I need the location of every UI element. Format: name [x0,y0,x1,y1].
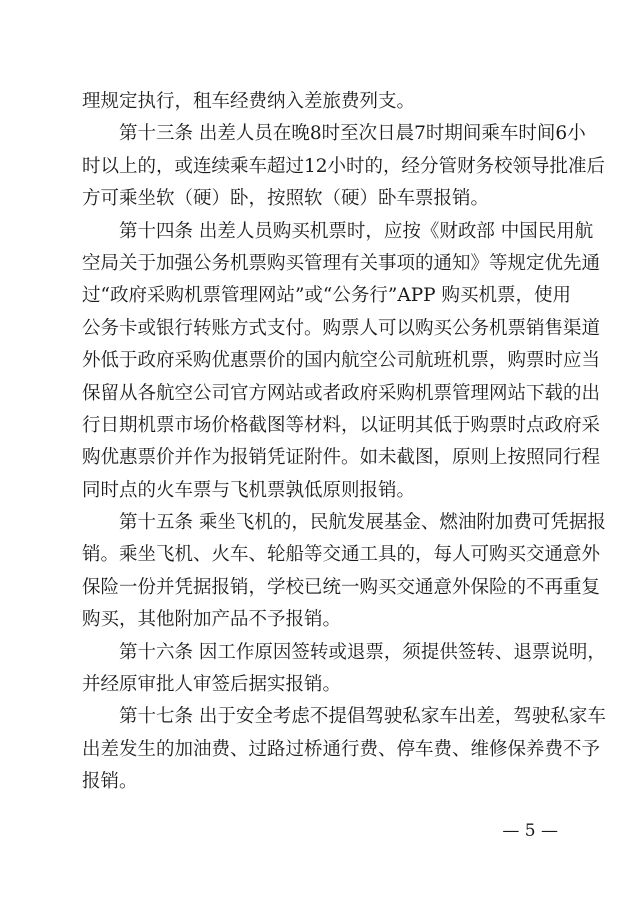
article-16-heading-line: 第十六条 因工作原因签转或退票，须提供签转、退票说明， [119,641,606,663]
text-line: 方可乘坐软（硬）卧，按照软（硬）卧车票报销。 [82,188,490,210]
text-line: 空局关于加强公务机票购买管理有关事项的通知》等规定优先通 [82,252,601,274]
text-line: 销。乘坐飞机、火车、轮船等交通工具的，每人可购买交通意外 [82,544,601,566]
text-line: 过“政府采购机票管理网站”或“公务行”APP 购买机票，使用 [82,285,571,307]
text-line: 理规定执行，租车经费纳入差旅费列支。 [82,91,416,112]
text-line: 出差发生的加油费、过路过桥通行费、停车费、维修保养费不予 [82,738,601,760]
text-line: 行日期机票市场价格截图等材料，以证明其低于购票时点政府采 [82,414,601,436]
text-line: 同时点的火车票与飞机票孰低原则报销。 [82,479,416,501]
text-line: 外低于政府采购优惠票价的国内航空公司航班机票，购票时应当 [82,350,601,372]
page-number: — 5 — [502,821,558,841]
text-line: 报销。 [82,771,138,793]
article-15-heading-line: 第十五条 乘坐飞机的，民航发展基金、燃油附加费可凭据报 [119,512,606,534]
article-17-heading-line: 第十七条 出于安全考虑不提倡驾驶私家车出差，驾驶私家车 [119,706,606,728]
text-line: 时以上的，或连续乘车超过12小时的，经分管财务校领导批准后 [82,155,606,177]
text-line: 保险一份并凭据报销，学校已统一购买交通意外保险的不再重复 [82,576,601,598]
body-text [82,86,606,799]
article-13-heading-line: 第十三条 出差人员在晚8时至次日晨7时期间乘车时间6小 [119,123,586,145]
text-line: 保留从各航空公司官方网站或者政府采购机票管理网站下载的出 [82,382,601,404]
text-line: 公务卡或银行转账方式支付。购票人可以购买公务机票销售渠道 [82,317,601,339]
article-14-heading-line: 第十四条 出差人员购买机票时，应按《财政部 中国民用航 [119,220,594,242]
text-line: 购优惠票价并作为报销凭证附件。如未截图，原则上按照同行程 [82,447,601,469]
text-line: 并经原审批人审签后据实报销。 [82,674,342,696]
text-line: 购买，其他附加产品不予报销。 [82,609,342,631]
